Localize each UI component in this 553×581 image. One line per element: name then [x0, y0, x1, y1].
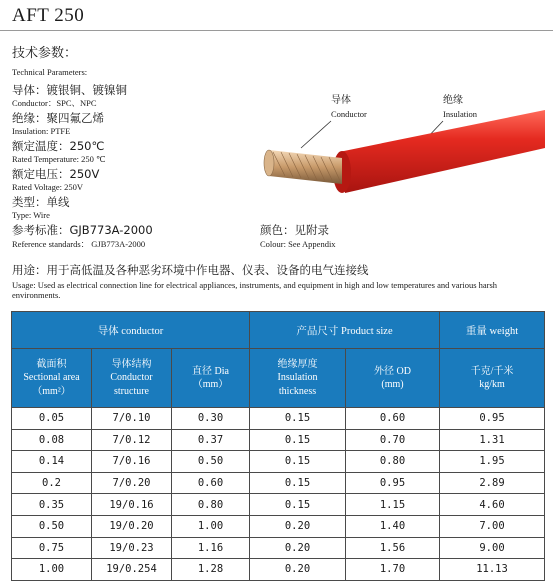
table-cell: 1.95 [440, 451, 545, 473]
usage-cn: 用途：用于高低温及各种恶劣环境中作电器、仪表、设备的电气连接线 [12, 263, 369, 277]
table-row [12, 494, 545, 516]
group-header-product-size: 产品尺寸 Product size [250, 312, 440, 349]
table-row [12, 451, 545, 473]
table-cell: 0.20 [250, 537, 346, 559]
page-title: AFT 250 [12, 5, 85, 26]
col-header-outer-diameter: 外径 OD (mm) [346, 349, 440, 408]
cable-illustration [255, 90, 545, 210]
title-divider [0, 30, 553, 31]
insulation-cn: 绝缘：聚四氟乙烯 [12, 111, 104, 125]
conductor-en: Conductor：SPC、NPC [12, 98, 97, 108]
figure-insulation-label-cn: 绝缘 [443, 95, 463, 106]
type-en: Type: Wire [12, 210, 50, 220]
tech-params-heading-cn: 技术参数： [12, 46, 78, 61]
usage-en: Usage: Used as electrical connection line for electrical appliances, instruments, and equipment in high and low temperatures and various harsh environments. [12, 280, 498, 301]
table-cell: 7.00 [440, 515, 545, 537]
table-cell: 19/0.20 [92, 515, 172, 537]
col-header-insulation-thickness: 绝缘厚度 Insulation thickness [250, 349, 346, 408]
conductor-strands [269, 150, 342, 184]
table-cell: 0.15 [250, 451, 346, 473]
table-cell: 0.14 [12, 451, 92, 473]
colour-en: Colour: See Appendix [260, 239, 336, 249]
table-cell: 0.37 [172, 429, 250, 451]
table-cell: 1.40 [346, 515, 440, 537]
table-row [12, 515, 545, 537]
table-cell: 0.20 [250, 559, 346, 581]
table-cell: 0.2 [12, 472, 92, 494]
spec-table [11, 311, 545, 581]
group-header-weight: 重量 weight [440, 312, 545, 349]
table-cell: 7/0.10 [92, 408, 172, 430]
temperature-en: Rated Temperature: 250 ℃ [12, 154, 106, 164]
col-header-diameter: 直径 Dia （mm） [172, 349, 250, 408]
conductor-end [264, 150, 274, 176]
table-cell: 0.50 [172, 451, 250, 473]
reference-en: Reference standards： GJB773A-2000 [12, 239, 146, 249]
table-body [12, 408, 545, 581]
table-cell: 0.80 [172, 494, 250, 516]
table-cell: 19/0.254 [92, 559, 172, 581]
table-cell: 19/0.16 [92, 494, 172, 516]
table-cell: 0.70 [346, 429, 440, 451]
table-row [12, 559, 545, 581]
col-header-sectional-area: 截面积 Sectional area （mm²） [12, 349, 92, 408]
table-row [12, 408, 545, 430]
table-cell: 4.60 [440, 494, 545, 516]
table-cell: 1.00 [172, 515, 250, 537]
voltage-cn: 额定电压：250V [12, 167, 100, 181]
table-cell: 1.15 [346, 494, 440, 516]
conductor-leader-line [301, 121, 331, 148]
table-cell: 1.70 [346, 559, 440, 581]
table-row [12, 472, 545, 494]
table-cell: 0.35 [12, 494, 92, 516]
table-cell: 0.15 [250, 429, 346, 451]
table-cell: 0.95 [346, 472, 440, 494]
figure-conductor-label-en: Conductor [331, 109, 367, 119]
tech-params-heading-en: Technical Parameters: [12, 67, 88, 77]
table-cell: 1.56 [346, 537, 440, 559]
group-header-conductor: 导体 conductor [12, 312, 250, 349]
table-cell: 0.95 [440, 408, 545, 430]
colour-cn: 颜色：见附录 [260, 223, 329, 237]
table-cell: 0.15 [250, 494, 346, 516]
figure-conductor-label-cn: 导体 [331, 95, 351, 106]
table-cell: 0.08 [12, 429, 92, 451]
table-cell: 7/0.12 [92, 429, 172, 451]
table-row [12, 537, 545, 559]
table-cell: 0.50 [12, 515, 92, 537]
table-cell: 1.16 [172, 537, 250, 559]
table-column-header-row [12, 349, 545, 408]
table-cell: 0.15 [250, 472, 346, 494]
conductor-cn: 导体：镀银铜、镀镍铜 [12, 83, 127, 97]
table-cell: 0.15 [250, 408, 346, 430]
table-cell: 0.75 [12, 537, 92, 559]
table-cell: 1.28 [172, 559, 250, 581]
table-cell: 2.89 [440, 472, 545, 494]
table-cell: 0.05 [12, 408, 92, 430]
table-row [12, 429, 545, 451]
insulation-en: Insulation: PTFE [12, 126, 71, 136]
table-cell: 0.60 [346, 408, 440, 430]
type-cn: 类型：单线 [12, 195, 70, 209]
temperature-cn: 额定温度：250℃ [12, 139, 105, 153]
table-cell: 9.00 [440, 537, 545, 559]
table-cell: 11.13 [440, 559, 545, 581]
figure-insulation-label-en: Insulation [443, 109, 477, 119]
table-cell: 0.20 [250, 515, 346, 537]
table-cell: 7/0.16 [92, 451, 172, 473]
table-cell: 19/0.23 [92, 537, 172, 559]
col-header-weight: 千克/千米 kg/km [440, 349, 545, 408]
table-group-header-row [12, 312, 545, 349]
table-cell: 1.00 [12, 559, 92, 581]
table-cell: 0.60 [172, 472, 250, 494]
table-cell: 7/0.20 [92, 472, 172, 494]
usage-section [12, 262, 542, 300]
col-header-conductor-structure: 导体结构 Conductor structure [92, 349, 172, 408]
table-cell: 1.31 [440, 429, 545, 451]
voltage-en: Rated Voltage: 250V [12, 182, 83, 192]
table-cell: 0.80 [346, 451, 440, 473]
reference-cn: 参考标准：GJB773A-2000 [12, 223, 153, 237]
table-cell: 0.30 [172, 408, 250, 430]
